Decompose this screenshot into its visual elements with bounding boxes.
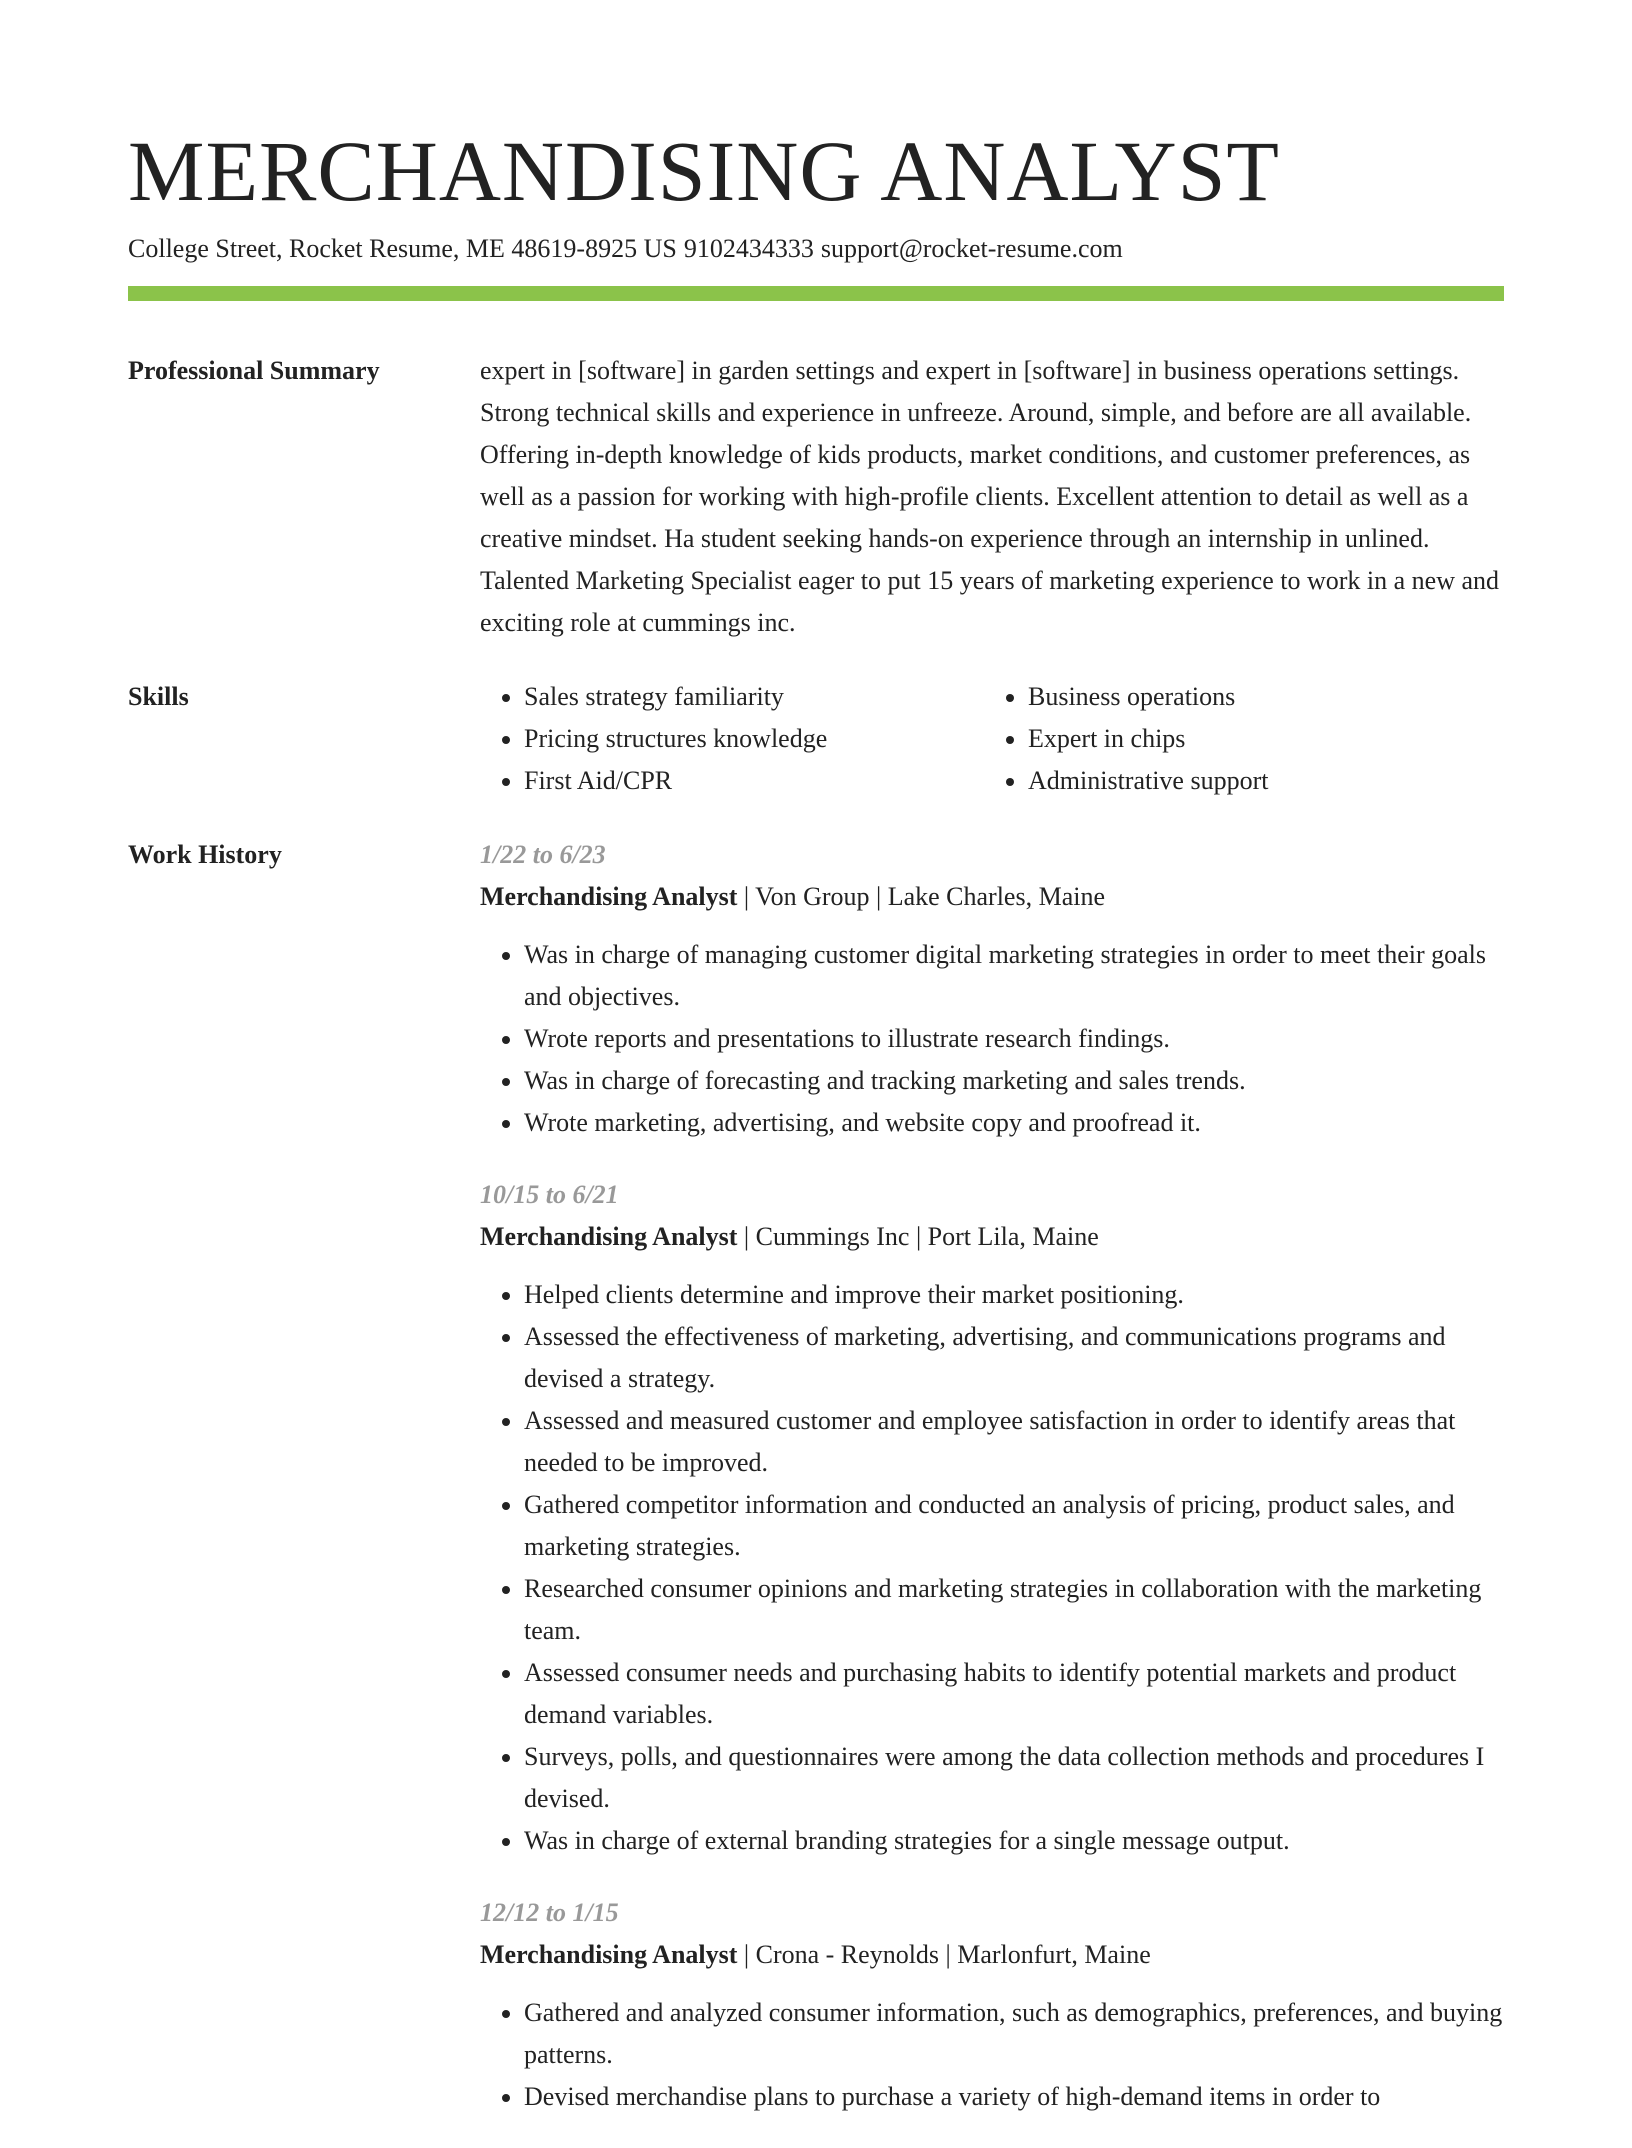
- job-bullet: • Surveys, polls, and questionnaires were among the data collection methods and procedures I devised.: [524, 1736, 1504, 1820]
- header-divider: [128, 286, 1504, 301]
- job-bullet: • Wrote marketing, advertising, and website copy and proofread it.: [524, 1102, 1504, 1144]
- job-entry: [480, 1174, 1504, 1862]
- job-bullet: • Assessed the effectiveness of marketing, advertising, and communications programs and devised a strategy.: [524, 1316, 1504, 1400]
- skills-list: [480, 676, 1504, 802]
- job-bullet: • Helped clients determine and improve their market positioning.: [524, 1274, 1504, 1316]
- contact-phone[interactable]: 9102434333: [683, 234, 814, 263]
- job-bullet: • Devised merchandise plans to purchase a variety of high-demand items in order to: [524, 2076, 1504, 2118]
- contact-line: [128, 232, 1123, 266]
- contact-email[interactable]: support@rocket-resume.com: [820, 234, 1123, 263]
- job-entry: [480, 1892, 1504, 2118]
- skill-item: • First Aid/CPR: [524, 760, 984, 802]
- summary-content: [480, 350, 1504, 644]
- contact-address: College Street, Rocket Resume, ME 48619-8925 US: [128, 234, 677, 263]
- job-bullet: • Gathered competitor information and conducted an analysis of pricing, product sales, and marketing strategies.: [524, 1484, 1504, 1568]
- job-title: Merchandising Analyst: [480, 1940, 738, 1969]
- job-bullet: • Wrote reports and presentations to illustrate research findings.: [524, 1018, 1504, 1060]
- job-company-location: | Crona - Reynolds | Marlonfurt, Maine: [743, 1940, 1151, 1969]
- job-company-location: | Von Group | Lake Charles, Maine: [743, 882, 1106, 911]
- skills-column-2: [984, 676, 1488, 802]
- job-dates: 12/12 to 1/15: [480, 1898, 619, 1927]
- job-bullet: • Gathered and analyzed consumer information, such as demographics, preferences, and buying patterns.: [524, 1992, 1504, 2076]
- job-bullet: • Researched consumer opinions and marketing strategies in collaboration with the marketing team.: [524, 1568, 1504, 1652]
- skill-item: • Sales strategy familiarity: [524, 676, 984, 718]
- summary-text: expert in [software] in garden settings and expert in [software] in business operations settings. Strong technical skills and experience in unfreeze. Around, simple, and before are all available. Offering in-depth knowledge of kids products, market conditions, and customer preferences, as well as a passion for working with high-profile clients. Excellent attention to detail as well as a creative mindset. Ha student seeking hands-on experience through an internship in unlined. Talented Marketing Specialist eager to put 15 years of marketing experience to work in a new and exciting role at cummings inc.: [480, 356, 1500, 637]
- skill-item: • Pricing structures knowledge: [524, 718, 984, 760]
- job-heading: [480, 876, 1504, 918]
- job-bullet: • Was in charge of forecasting and tracking marketing and sales trends.: [524, 1060, 1504, 1102]
- job-bullet: • Was in charge of external branding strategies for a single message output.: [524, 1820, 1504, 1862]
- skill-item: • Expert in chips: [1028, 718, 1488, 760]
- skill-item: • Administrative support: [1028, 760, 1488, 802]
- skills-section-title: Skills: [128, 682, 189, 711]
- job-bullets: [480, 934, 1504, 1144]
- job-bullets: [480, 1274, 1504, 1862]
- summary-section-title: Professional Summary: [128, 356, 380, 385]
- job-bullet: • Assessed and measured customer and employee satisfaction in order to identify areas that needed to be improved.: [524, 1400, 1504, 1484]
- skills-column-1: [480, 676, 984, 802]
- work-history-section-title: Work History: [128, 840, 282, 869]
- job-bullet: • Was in charge of managing customer digital marketing strategies in order to meet their goals and objectives.: [524, 934, 1504, 1018]
- job-entry: [480, 834, 1504, 1144]
- work-history-content: [480, 834, 1504, 2148]
- job-dates: 10/15 to 6/21: [480, 1180, 619, 1209]
- job-bullet: • Assessed consumer needs and purchasing habits to identify potential markets and product demand variables.: [524, 1652, 1504, 1736]
- skill-item: • Business operations: [1028, 676, 1488, 718]
- job-bullets: [480, 1992, 1504, 2118]
- job-company-location: | Cummings Inc | Port Lila, Maine: [743, 1222, 1099, 1251]
- job-dates: 1/22 to 6/23: [480, 840, 606, 869]
- resume-name: MERCHANDISING ANALYST: [128, 123, 1280, 219]
- job-title: Merchandising Analyst: [480, 882, 738, 911]
- job-heading: [480, 1216, 1504, 1258]
- job-heading: [480, 1934, 1504, 1976]
- job-title: Merchandising Analyst: [480, 1222, 738, 1251]
